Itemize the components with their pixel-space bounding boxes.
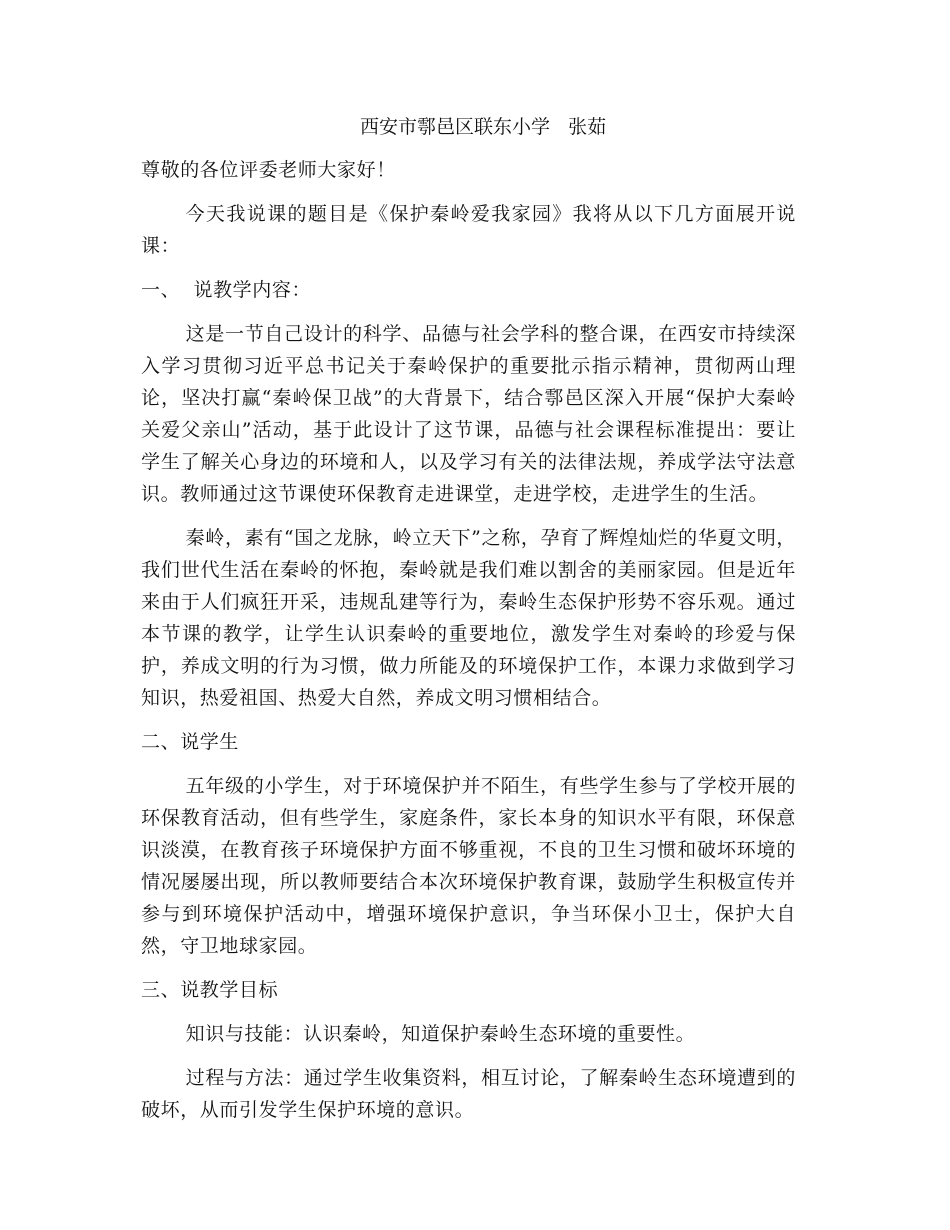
section1-heading: 一、 说教学内容： (141, 279, 312, 301)
author-line: 西安市鄠邑区联东小学 张茹 (360, 116, 607, 138)
document-page (141, 112, 796, 1138)
section1-paragraph-1: 这是一节自己设计的科学、品德与社会学科的整合课，在西安市持续深入学习贯彻习近平总书记关于秦岭保护的重要批示指示精神，贯彻两山理论，坚决打赢“秦岭保卫战”的大背景下，结合鄠邑区深入开展“保护大秦岭关爱父亲山”活动，基于此设计了这节课，品德与社会课程标准提出：要让学生了解关心身边的环境和人，以及学习有关的法律法规，养成学法守法意识。教师通过这节课使环保教育走进课堂，走进学校，走进学生的生活。 (141, 323, 796, 505)
section3-heading: 三、说教学目标 (141, 979, 279, 1001)
intro-paragraph: 今天我说课的题目是《保护秦岭爱我家园》我将从以下几方面展开说课： (141, 203, 796, 257)
section2-paragraph-1: 五年级的小学生，对于环境保护并不陌生，有些学生参与了学校开展的环保教育活动，但有些学生，家庭条件，家长本身的知识水平有限，环保意识淡漠，在教育孩子环境保护方面不够重视，不良的卫生习惯和破坏环境的情况屡屡出现，所以教师要结合本次环境保护教育课，鼓励学生积极宣传并参与到环境保护活动中，增强环境保护意识，争当环保小卫士，保护大自然，守卫地球家园。 (141, 775, 796, 957)
section2-heading: 二、说学生 (141, 731, 240, 753)
section3-paragraph-1: 知识与技能：认识秦岭，知道保护秦岭生态环境的重要性。 (185, 1023, 696, 1045)
section3-paragraph-2: 过程与方法：通过学生收集资料，相互讨论，了解秦岭生态环境遭到的破坏，从而引发学生保护环境的意识。 (141, 1067, 796, 1121)
section1-paragraph-2: 秦岭，素有“国之龙脉，岭立天下”之称，孕育了辉煌灿烂的华夏文明，我们世代生活在秦岭的怀抱，秦岭就是我们难以割舍的美丽家园。但是近年来由于人们疯狂开采，违规乱建等行为，秦岭生态保护形势不容乐观。通过本节课的教学，让学生认识秦岭的重要地位，激发学生对秦岭的珍爱与保护，养成文明的行为习惯，做力所能及的环境保护工作，本课力求做到学习知识，热爱祖国、热爱大自然，养成文明习惯相结合。 (141, 527, 796, 709)
greeting: 尊敬的各位评委老师大家好！ (141, 159, 396, 181)
